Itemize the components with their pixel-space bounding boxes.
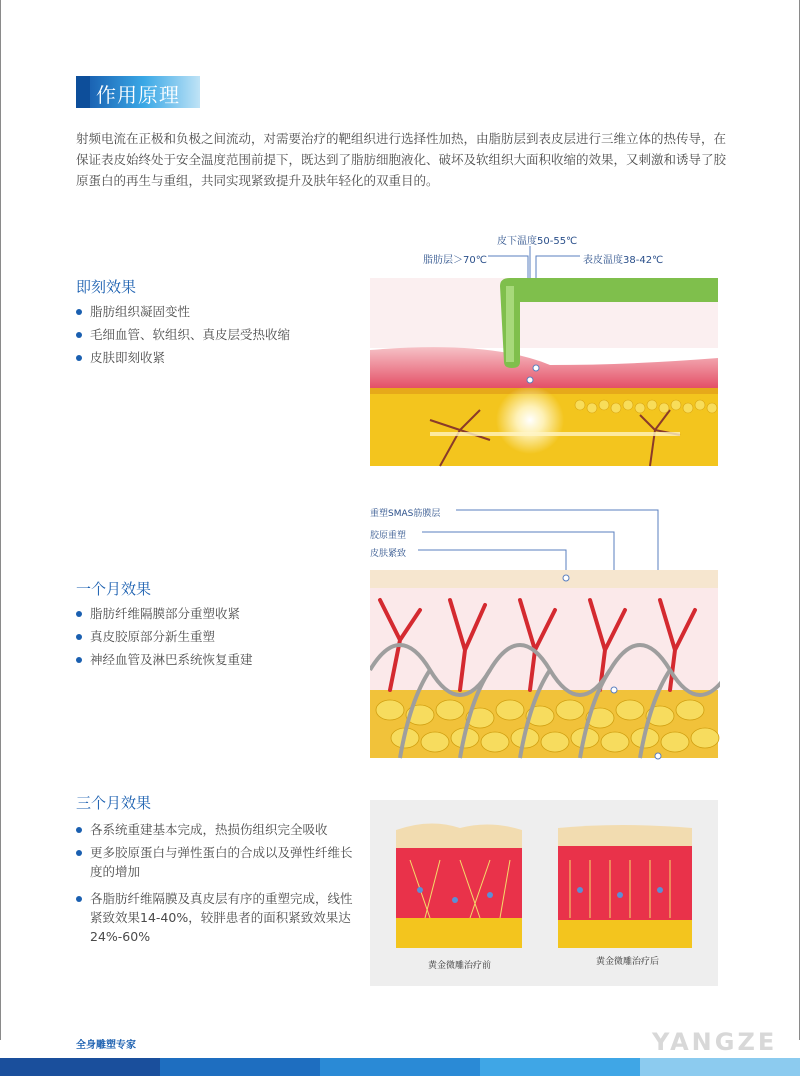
one-month-title: 一个月效果: [76, 580, 152, 598]
page-title: 作用原理: [96, 83, 180, 107]
immediate-effect-list: [76, 302, 290, 371]
immediate-effect-illustration: [370, 240, 720, 468]
caption-before: 黄金微雕治疗前: [428, 961, 492, 971]
label-collagen: 胶原重塑: [370, 531, 407, 541]
probe-highlight: [506, 286, 514, 362]
header-accent-bar: [76, 76, 90, 108]
list-item: 毛细血管、软组织、真皮层受热收缩: [76, 325, 290, 344]
bullet-dot: [76, 634, 82, 640]
list-item: 皮肤即刻收紧: [76, 348, 290, 367]
heat-glow: [496, 386, 564, 454]
one-month-illustration: [370, 500, 720, 760]
epidermis-layer: [370, 570, 718, 588]
label-skin-firm: 皮肤紧致: [370, 549, 407, 559]
footer-tagline: 全身雕塑专家: [76, 1040, 136, 1051]
bullet-dot: [76, 850, 82, 856]
list-item: 各系统重建基本完成，热损伤组织完全吸收: [76, 820, 354, 839]
marker-dot: [655, 753, 661, 759]
label-subcutaneous-temp: 皮下温度50-55℃: [497, 236, 578, 247]
list-item: 脂肪纤维隔膜部分重塑收紧: [76, 604, 253, 623]
marker-dot: [563, 575, 569, 581]
list-item: 真皮胶原部分新生重塑: [76, 627, 253, 646]
immediate-effect-title: 即刻效果: [76, 278, 137, 296]
after-tissue: [558, 825, 692, 948]
bullet-dot: [76, 355, 82, 361]
bullet-dot: [76, 827, 82, 833]
list-item: 神经血管及淋巴系统恢复重建: [76, 650, 253, 669]
brand-logo: YANGZE: [652, 1028, 778, 1056]
three-month-title: 三个月效果: [76, 794, 152, 812]
list-item: 各脂肪纤维隔膜及真皮层有序的重塑完成，线性紧致效果14-40%，较胖患者的面积紧致效果达24%-60%: [76, 889, 354, 946]
bullet-dot: [76, 611, 82, 617]
label-fat-temp: 脂肪层＞70℃: [423, 255, 487, 266]
caption-after: 黄金微雕治疗后: [596, 957, 660, 967]
one-month-list: [76, 604, 253, 673]
before-tissue: [396, 823, 522, 948]
label-epidermis-temp: 表皮温度38-42℃: [583, 255, 664, 266]
section-header: [76, 76, 200, 108]
bullet-dot: [76, 896, 82, 902]
marker-dot: [611, 687, 617, 693]
bullet-dot: [76, 657, 82, 663]
label-smas: 重塑SMAS筋膜层: [370, 509, 441, 519]
marker-dot: [527, 377, 533, 383]
bullet-dot: [76, 309, 82, 315]
list-item: 更多胶原蛋白与弹性蛋白的合成以及弹性纤维长度的增加: [76, 843, 354, 881]
footer-color-strip: [0, 1058, 800, 1076]
intro-paragraph: 射频电流在正极和负极之间流动，对需要治疗的靶组织进行选择性加热，由脂肪层到表皮层进行三维立体的热传导，在保证表皮始终处于安全温度范围前提下，既达到了脂肪细胞液化、破坏及软组织大面积收缩的效果，又刺激和诱导了胶原蛋白的再生与重组，共同实现紧致提升及肤年轻化的双重目的。: [76, 131, 727, 188]
three-month-illustration: [370, 800, 720, 986]
bullet-dot: [76, 332, 82, 338]
list-item: 脂肪组织凝固变性: [76, 302, 290, 321]
three-month-list: [76, 820, 354, 950]
marker-dot: [533, 365, 539, 371]
